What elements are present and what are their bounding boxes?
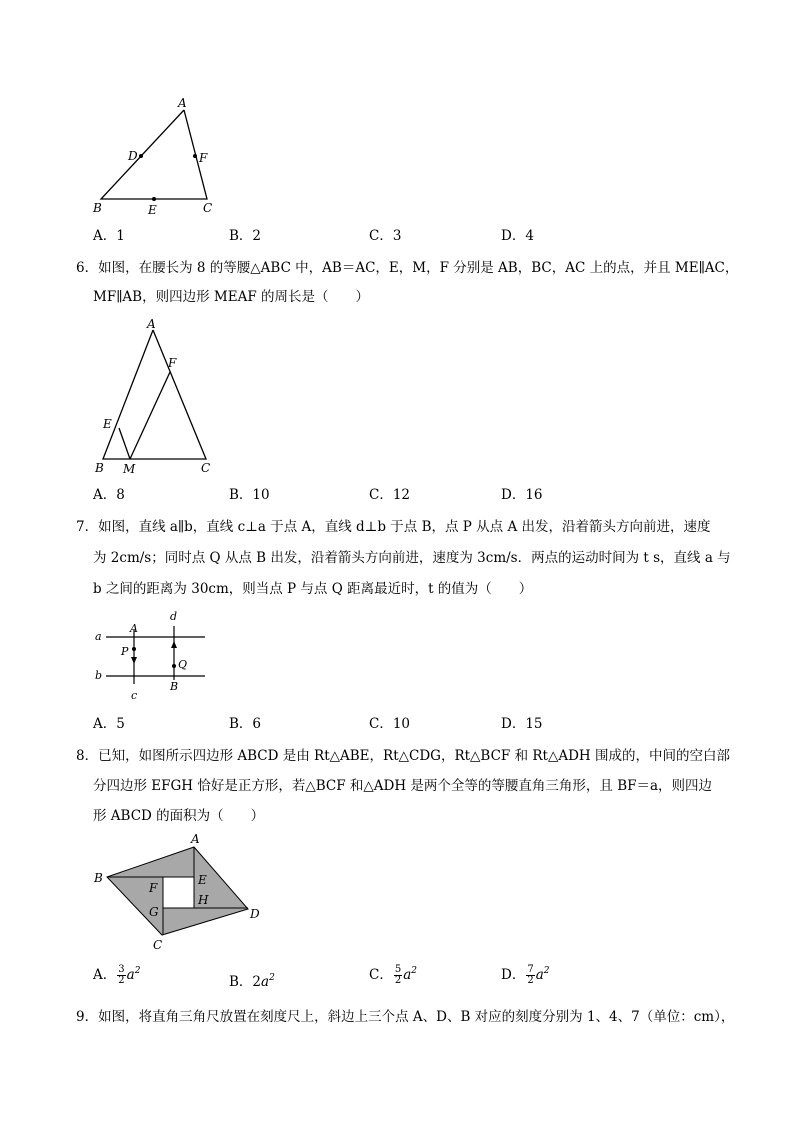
q8-option-b-exp: 2 bbox=[269, 973, 275, 983]
q8-option-d-var: a bbox=[535, 967, 544, 983]
q6-label-F: F bbox=[168, 356, 177, 370]
q7-option-a[interactable]: A．5 bbox=[93, 716, 125, 732]
q7-label-B: B bbox=[170, 680, 179, 693]
q8-option-c-denominator: 2 bbox=[394, 975, 402, 986]
q6-triangle-figure bbox=[90, 316, 230, 476]
q5-label-E: E bbox=[148, 203, 157, 217]
q8-option-d-fraction bbox=[526, 965, 534, 986]
q8-label-F: F bbox=[149, 881, 158, 895]
q6-label-A: A bbox=[147, 317, 156, 331]
q8-option-d[interactable] bbox=[501, 962, 550, 986]
q8-label-A: A bbox=[191, 832, 200, 846]
q8-label-H: H bbox=[198, 893, 209, 907]
q6-label-M: M bbox=[123, 462, 136, 476]
q8-option-a-exp: 2 bbox=[134, 966, 141, 976]
q8-option-d-numerator: 7 bbox=[527, 964, 534, 975]
q7-label-a: a bbox=[95, 630, 102, 643]
q5-label-F: F bbox=[199, 151, 208, 165]
q8-option-b-coef: 2 bbox=[252, 974, 262, 990]
q8-option-b-prefix: B． bbox=[229, 974, 253, 990]
q6-question-line1: 6．如图，在腰长为 8 的等腰△ABC 中，AB＝AC，E，M，F 分别是 AB，BC，AC 上的点，并且 ME∥AC， bbox=[76, 260, 739, 276]
q7-question-line1: 7．如图，直线 a∥b，直线 c⊥a 于点 A，直线 d⊥b 于点 B，点 P 从点 A 出发，沿着箭头方向前进，速度 bbox=[76, 519, 711, 535]
q7-label-d: d bbox=[170, 610, 178, 623]
q7-label-c: c bbox=[131, 689, 138, 702]
q7-label-Q: Q bbox=[178, 658, 188, 671]
q8-question-line1: 8．已知，如图所示四边形 ABCD 是由 Rt△ABE，Rt△CDG，Rt△BCF 和 Rt△ADH 围成的，中间的空白部 bbox=[76, 748, 730, 764]
q8-question-line2: 分四边形 EFGH 恰好是正方形，若△BCF 和△ADH 是两个全等的等腰直角三角形，且 BF＝a，则四边 bbox=[93, 778, 713, 794]
q7-option-d[interactable]: D．15 bbox=[501, 716, 543, 732]
q8-option-a[interactable] bbox=[93, 962, 140, 986]
q8-option-c-numerator: 5 bbox=[394, 964, 402, 975]
q7-option-b[interactable]: B．6 bbox=[229, 716, 262, 732]
q8-option-d-exp: 2 bbox=[543, 966, 550, 976]
q5-triangle-figure bbox=[88, 92, 228, 220]
q6-question-line2: MF∥AB，则四边形 MEAF 的周长是（ ） bbox=[93, 289, 369, 305]
q6-option-a[interactable]: A．8 bbox=[93, 487, 125, 503]
q5-option-a[interactable]: A．1 bbox=[93, 228, 125, 244]
q6-label-E: E bbox=[103, 417, 112, 431]
q8-option-c[interactable] bbox=[369, 962, 417, 986]
q8-label-E: E bbox=[198, 873, 207, 887]
q8-option-b[interactable] bbox=[229, 969, 275, 991]
q8-option-c-exp: 2 bbox=[411, 966, 418, 976]
q7-question-line2: 为 2cm/s；同时点 Q 从点 B 出发，沿着箭头方向前进，速度为 3cm/s．两点的运动时间为 t s，直线 a 与 bbox=[93, 550, 731, 566]
q8-option-c-prefix: C． bbox=[369, 967, 393, 983]
q8-option-c-fraction bbox=[394, 965, 402, 986]
q8-option-b-var: a bbox=[261, 974, 270, 990]
q8-option-a-var: a bbox=[126, 967, 135, 983]
q8-label-B: B bbox=[94, 871, 103, 885]
q8-option-a-numerator: 3 bbox=[118, 964, 125, 975]
q7-label-b: b bbox=[95, 669, 103, 682]
q6-option-d[interactable]: D．16 bbox=[501, 487, 543, 503]
q5-option-d[interactable]: D．4 bbox=[501, 228, 534, 244]
q5-option-c[interactable]: C．3 bbox=[369, 228, 402, 244]
q9-question-line1: 9．如图，将直角三角尺放置在刻度尺上，斜边上三个点 A、D、B 对应的刻度分别为 1、4、7（单位：cm）， bbox=[76, 1009, 735, 1025]
q8-label-D: D bbox=[250, 907, 260, 921]
q8-label-C: C bbox=[153, 938, 163, 952]
q8-question-line3: 形 ABCD 的面积为（ ） bbox=[93, 808, 265, 824]
q8-option-a-fraction bbox=[117, 965, 125, 986]
q8-option-d-prefix: D． bbox=[501, 967, 526, 983]
q7-label-A: A bbox=[130, 622, 138, 635]
q7-question-line3: b 之间的距离为 30cm，则当点 P 与点 Q 距离最近时，t 的值为（ ） bbox=[93, 581, 533, 597]
q6-label-B: B bbox=[95, 461, 104, 475]
q8-label-G: G bbox=[149, 905, 159, 919]
q6-label-C: C bbox=[201, 461, 211, 475]
q8-option-a-denominator: 2 bbox=[118, 975, 125, 986]
q8-option-a-prefix: A． bbox=[93, 967, 117, 983]
q5-label-A: A bbox=[178, 96, 187, 110]
q6-option-b[interactable]: B．10 bbox=[229, 487, 270, 503]
q6-option-c[interactable]: C．12 bbox=[369, 487, 411, 503]
q5-label-B: B bbox=[93, 201, 102, 215]
q7-parallel-lines-figure bbox=[88, 606, 218, 706]
q5-label-D: D bbox=[128, 149, 138, 163]
q8-option-d-denominator: 2 bbox=[527, 975, 534, 986]
q8-option-c-var: a bbox=[403, 967, 412, 983]
q8-quadrilateral-figure bbox=[88, 832, 268, 957]
q5-label-C: C bbox=[203, 201, 213, 215]
q7-label-P: P bbox=[121, 645, 129, 658]
q5-option-b[interactable]: B．2 bbox=[229, 228, 262, 244]
q7-option-c[interactable]: C．10 bbox=[369, 716, 411, 732]
